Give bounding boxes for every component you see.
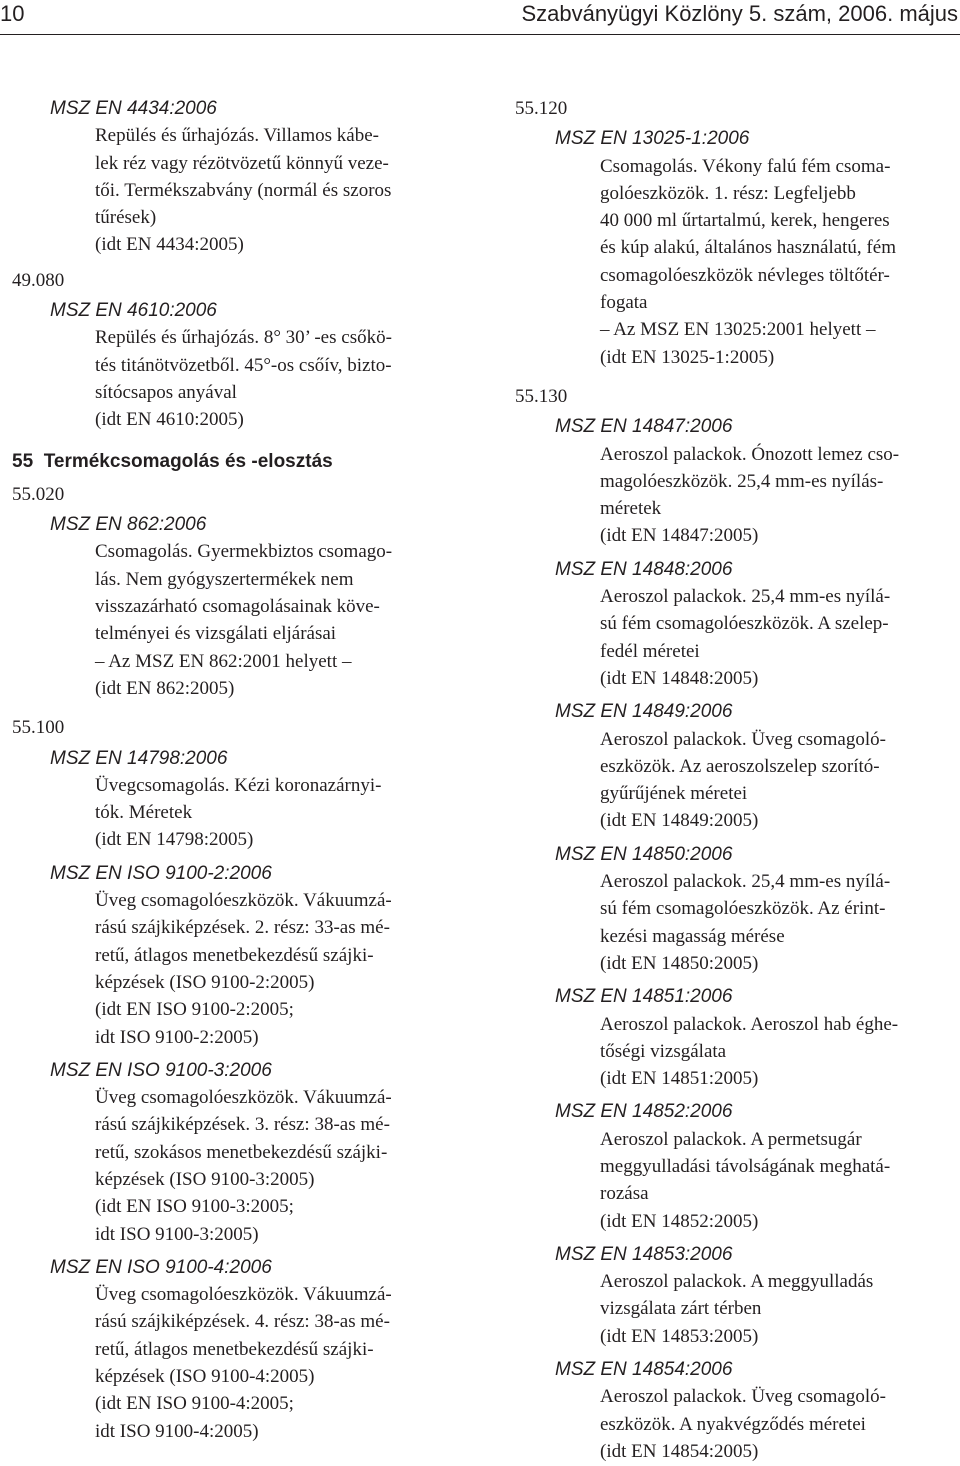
standard-id: MSZ EN 14854:2006 (555, 1359, 733, 1381)
description-line: idt ISO 9100-4:2005) (95, 1420, 259, 1442)
standard-id: MSZ EN ISO 9100-3:2006 (50, 1059, 272, 1081)
description-line: (idt EN 14847:2005) (600, 525, 759, 547)
description-line: (idt EN 14852:2005) (600, 1210, 759, 1232)
standard-entry (50, 1254, 484, 1445)
description-line: visszazárható csomagolásainak köve- (95, 596, 380, 618)
standard-entry (50, 297, 484, 433)
standard-entry (555, 1098, 960, 1234)
standard-id: MSZ EN ISO 9100-4:2006 (50, 1256, 272, 1278)
description-line: tőségi vizsgálata (600, 1040, 727, 1062)
description-line: (idt EN 14798:2005) (95, 829, 254, 851)
ics-code: 49.080 (12, 269, 65, 291)
standard-entry (555, 1356, 960, 1465)
standard-id: MSZ EN 14798:2006 (50, 747, 228, 769)
description-line: (idt EN 14853:2005) (600, 1325, 759, 1347)
description-line: Repülés és űrhajózás. 8° 30’ -es csőkö- (95, 327, 392, 349)
description-line: (idt EN 4610:2005) (95, 409, 244, 431)
description-line: Csomagolás. Vékony falú fém csoma- (600, 155, 891, 177)
standard-entry (50, 1057, 484, 1248)
description-line: – Az MSZ EN 862:2001 helyett – (95, 650, 352, 672)
standard-description (600, 726, 960, 835)
standard-id: MSZ EN ISO 9100-2:2006 (50, 862, 272, 884)
standard-entry (50, 511, 484, 702)
description-line: Aeroszol palackok. 25,4 mm-es nyílá- (600, 586, 891, 608)
description-line: (idt EN 4434:2005) (95, 234, 244, 256)
description-line: retű, átlagos menetbekezdésű szájki- (95, 944, 374, 966)
standard-entry (555, 556, 960, 692)
description-line: Csomagolás. Gyermekbiztos csomago- (95, 541, 393, 563)
standard-entry (555, 413, 960, 549)
description-line: fedél méretei (600, 640, 700, 662)
description-line: tűrések) (95, 207, 157, 229)
standard-description (95, 1084, 484, 1248)
standard-entry (555, 983, 960, 1092)
description-line: sítócsapos anyával (95, 381, 237, 403)
standard-entry (555, 1241, 960, 1350)
standard-id: MSZ EN 13025-1:2006 (555, 128, 750, 150)
description-line: rású szájkiképzések. 4. rész: 38-as mé- (95, 1311, 390, 1333)
standard-description (600, 1383, 960, 1465)
description-line: méretek (600, 498, 662, 520)
section-heading: 55 Termékcsomagolás és -elosztás (12, 450, 333, 472)
standard-entry (50, 745, 484, 854)
standard-entry (555, 841, 960, 977)
standard-entry (555, 125, 960, 371)
header-rule (0, 34, 960, 35)
description-line: retű, átlagos menetbekezdésű szájki- (95, 1338, 374, 1360)
description-line: csomagolóeszközök névleges töltőtér- (600, 264, 890, 286)
standard-description (95, 887, 484, 1051)
standard-entry (50, 95, 484, 259)
ics-code: 55.120 (515, 98, 568, 119)
page-header (0, 0, 960, 32)
description-line: 40 000 ml űrtartalmú, kerek, hengeres (600, 210, 890, 232)
standard-id: MSZ EN 14849:2006 (555, 701, 733, 723)
description-line: eszközök. A nyakvégződés méretei (600, 1413, 866, 1435)
description-line: Üveg csomagolóeszközök. Vákuumzá- (95, 890, 392, 912)
description-line: telményei és vizsgálati eljárásai (95, 623, 337, 645)
description-line: lek réz vagy rézötvözetű könnyű veze- (95, 152, 389, 174)
description-line: – Az MSZ EN 13025:2001 helyett – (600, 319, 876, 341)
description-line: gyűrűjének méretei (600, 783, 748, 805)
standard-description (600, 1268, 960, 1350)
standard-id: MSZ EN 862:2006 (50, 514, 207, 536)
page-number: 10 (0, 1, 25, 26)
standard-description (95, 122, 484, 258)
description-line: képzések (ISO 9100-4:2005) (95, 1366, 315, 1388)
description-line: tók. Méretek (95, 802, 193, 824)
description-line: (idt EN 14854:2005) (600, 1440, 759, 1462)
description-line: tői. Termékszabvány (normál és szoros (95, 179, 392, 201)
description-line: kezési magasság mérése (600, 925, 785, 947)
description-line: és kúp alakú, általános használatú, fém (600, 237, 896, 259)
description-line: Aeroszol palackok. A permetsugár (600, 1128, 862, 1150)
description-line: fogata (600, 292, 648, 314)
description-line: (idt EN 14848:2005) (600, 667, 759, 689)
description-line: Üvegcsomagolás. Kézi koronazárnyi- (95, 774, 382, 796)
ics-code: 55.100 (12, 717, 65, 739)
standard-id: MSZ EN 14853:2006 (555, 1243, 733, 1265)
standard-description (600, 868, 960, 977)
standard-description (95, 538, 484, 702)
description-line: magolóeszközök. 25,4 mm-es nyílás- (600, 470, 884, 492)
standard-description (600, 1011, 960, 1093)
standard-id: MSZ EN 4610:2006 (50, 300, 217, 322)
description-line: idt ISO 9100-3:2005) (95, 1223, 259, 1245)
ics-code: 55.130 (515, 385, 568, 407)
description-line: (idt EN ISO 9100-4:2005; (95, 1393, 294, 1415)
standard-entry (555, 698, 960, 834)
standard-id: MSZ EN 14850:2006 (555, 843, 733, 865)
description-line: rozása (600, 1183, 649, 1205)
description-line: Aeroszol palackok. A meggyulladás (600, 1271, 874, 1293)
ics-code: 55.020 (12, 483, 65, 505)
standard-entry (50, 860, 484, 1051)
description-line: (idt EN ISO 9100-3:2005; (95, 1196, 294, 1218)
standard-description (95, 772, 484, 854)
description-line: lás. Nem gyógyszertermékek nem (95, 568, 354, 590)
description-line: eszközök. Az aeroszolszelep szorító- (600, 755, 880, 777)
description-line: tés titánötvözetből. 45°-os csőív, bizto- (95, 354, 392, 376)
standard-id: MSZ EN 4434:2006 (50, 98, 217, 119)
description-line: Aeroszol palackok. Üveg csomagoló- (600, 728, 886, 750)
description-line: Aeroszol palackok. Aeroszol hab éghe- (600, 1013, 899, 1035)
description-line: rású szájkiképzések. 2. rész: 33-as mé- (95, 917, 390, 939)
description-line: (idt EN 862:2005) (95, 677, 235, 699)
description-line: golóeszközök. 1. rész: Legfeljebb (600, 182, 856, 204)
description-line: (idt EN 14850:2005) (600, 952, 759, 974)
description-line: képzések (ISO 9100-3:2005) (95, 1168, 315, 1190)
standard-description (600, 153, 960, 371)
description-line: (idt EN ISO 9100-2:2005; (95, 999, 294, 1021)
description-line: képzések (ISO 9100-2:2005) (95, 971, 315, 993)
description-line: Aeroszol palackok. Üveg csomagoló- (600, 1386, 886, 1408)
description-line: sú fém csomagolóeszközök. A szelep- (600, 613, 889, 635)
standard-id: MSZ EN 14848:2006 (555, 558, 733, 580)
description-line: (idt EN 14851:2005) (600, 1068, 759, 1090)
standard-id: MSZ EN 14851:2006 (555, 986, 733, 1008)
description-line: Aeroszol palackok. 25,4 mm-es nyílá- (600, 871, 891, 893)
description-line: idt ISO 9100-2:2005) (95, 1026, 259, 1048)
standard-description (95, 324, 484, 433)
description-line: meggyulladási távolságának meghatá- (600, 1155, 891, 1177)
description-line: Aeroszol palackok. Ónozott lemez cso- (600, 443, 900, 465)
standard-description (600, 441, 960, 550)
description-line: rású szájkiképzések. 3. rész: 38-as mé- (95, 1114, 390, 1136)
description-line: (idt EN 13025-1:2005) (600, 346, 775, 368)
standard-id: MSZ EN 14852:2006 (555, 1101, 733, 1123)
standard-description (600, 583, 960, 692)
description-line: Üveg csomagolóeszközök. Vákuumzá- (95, 1284, 392, 1306)
left-column (12, 95, 484, 1445)
description-line: (idt EN 14849:2005) (600, 810, 759, 832)
description-line: sú fém csomagolóeszközök. Az érint- (600, 898, 886, 920)
description-line: retű, szokásos menetbekezdésű szájki- (95, 1141, 388, 1163)
description-line: Repülés és űrhajózás. Villamos kábe- (95, 125, 379, 147)
description-line: vizsgálata zárt térben (600, 1298, 762, 1320)
standard-description (95, 1281, 484, 1445)
description-line: Üveg csomagolóeszközök. Vákuumzá- (95, 1087, 392, 1109)
standard-id: MSZ EN 14847:2006 (555, 416, 733, 438)
right-column (515, 95, 960, 1465)
publication-title: Szabványügyi Közlöny 5. szám, 2006. május (521, 1, 958, 26)
standard-description (600, 1126, 960, 1235)
